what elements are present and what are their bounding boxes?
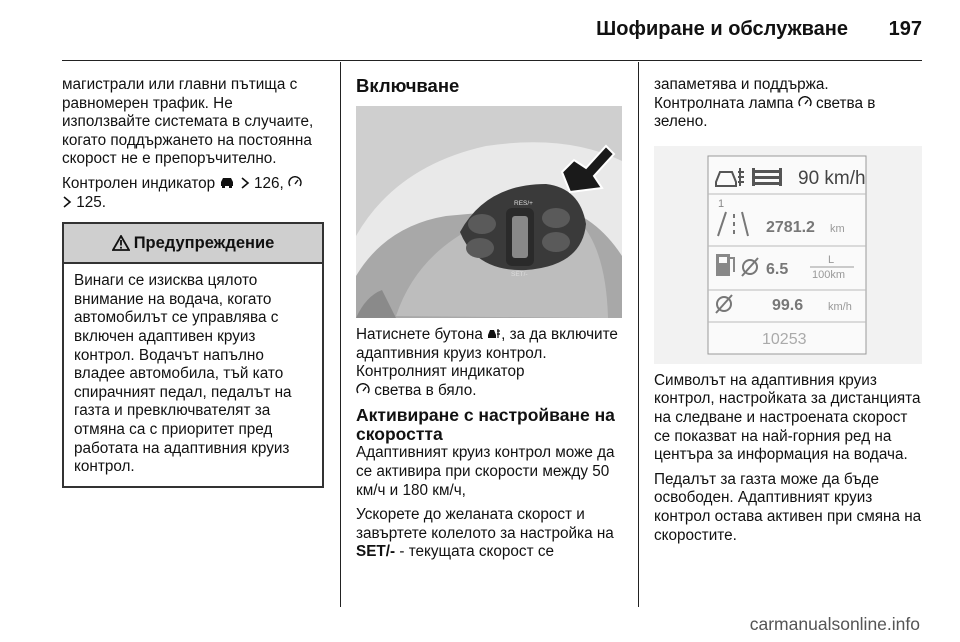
warning-triangle-icon <box>112 235 130 251</box>
page-number: 197 <box>888 18 922 40</box>
accelerate-text: Ускорете до желаната скорост и завъртете колелото за настройка на <box>356 506 614 542</box>
col1-paragraph-1: магистрали или главни пътища с равномерен трафик. Не използвайте системата в случаите, когато поддържането на постоянна скорост не е препоръчително. <box>62 76 314 168</box>
lane-number: 1 <box>718 197 725 210</box>
trip-distance-unit: km <box>830 222 845 235</box>
lights-white-text: светва в бяло. <box>374 381 477 399</box>
fuel-unit-top: L <box>828 253 835 266</box>
section-heading-enable: Включване <box>356 75 460 96</box>
set-label: SET/- <box>356 543 396 561</box>
col1-paragraph-2 <box>62 175 324 212</box>
column-3 <box>654 76 922 551</box>
steering-wheel-image <box>356 106 622 318</box>
fuel-unit-bottom: 100km <box>812 268 846 281</box>
driver-info-display-image <box>654 146 922 364</box>
cruise-control-icon <box>356 383 370 396</box>
trip-distance-value: 2781.2 <box>766 218 815 236</box>
column-divider-1 <box>340 62 341 607</box>
col2-paragraph-1 <box>356 326 628 400</box>
odometer-value: 10253 <box>762 330 807 348</box>
res-button-label: RES/+ <box>514 200 533 207</box>
column-1 <box>62 76 324 488</box>
average-speed-unit: km/h <box>828 300 852 313</box>
warning-box <box>62 222 324 488</box>
warning-header <box>64 224 322 264</box>
page-ref-arrow-icon <box>62 196 72 208</box>
lights-green-text: светва в зелено. <box>654 94 876 131</box>
press-button-text: Натиснете бутона <box>356 326 483 343</box>
watermark: carmanualsonline.info <box>749 614 920 634</box>
page-ref-arrow-icon <box>240 177 250 189</box>
warning-title: Предупреждение <box>133 233 275 252</box>
page-header <box>0 0 960 62</box>
page-title: Шофиране и обслужване <box>596 18 848 40</box>
column-2 <box>356 76 628 568</box>
stored-text: запаметява и поддържа. Контролната лампа <box>654 76 829 112</box>
set-button-label: SET/- <box>511 271 528 278</box>
following-distance-icon <box>752 168 782 186</box>
column-divider-2 <box>638 62 639 607</box>
indicator-text: Контролен индикатор <box>62 174 216 192</box>
col2-paragraph-3 <box>356 506 628 562</box>
fuel-average-value: 6.5 <box>766 260 789 278</box>
col3-paragraph-1 <box>654 76 922 132</box>
col3-paragraph-2: Символът на адаптивния круиз контрол, настройката за дистанцията на следване и настроената скорост се показват на най-горния ред на центъра за информация на водача. <box>654 371 921 464</box>
cruise-control-icon <box>798 96 812 109</box>
set-speed-value: 90 km/h <box>798 167 866 189</box>
average-speed-value: 99.6 <box>772 296 804 314</box>
page-ref-1: 126, <box>253 174 284 192</box>
enable-text: , за да включите адаптивния круиз контрол. Контролният индикатор <box>356 326 618 381</box>
car-indicator-icon <box>219 176 235 189</box>
page-ref-2: 125. <box>76 193 107 211</box>
adaptive-cruise-button-icon <box>487 327 501 340</box>
header-rule <box>62 60 922 61</box>
cruise-control-icon <box>288 176 302 189</box>
col3-paragraph-3: Педалът за газта може да бъде освободен. Адаптивният круиз контрол остава активен при смяна на скоростите. <box>654 470 922 544</box>
col2-paragraph-2: Адаптивният круиз контрол може да се активира при скорости между 50 км/ч и 180 км/ч, <box>356 444 615 499</box>
warning-body: Винаги се изисква цялото внимание на водача, когато автомобилът се управлява с включен адаптивен круиз контрол. Водачът напълно владее автомобила, тъй като спирачният педал, педалът на газта и превключвателят за отмяна са с приоритет пред работата на адаптивния круиз контрол. <box>74 272 292 476</box>
section-heading-activate: Активиране с настройване на скоростта <box>356 405 615 445</box>
current-speed-text: - текущата скорост се <box>399 543 554 561</box>
